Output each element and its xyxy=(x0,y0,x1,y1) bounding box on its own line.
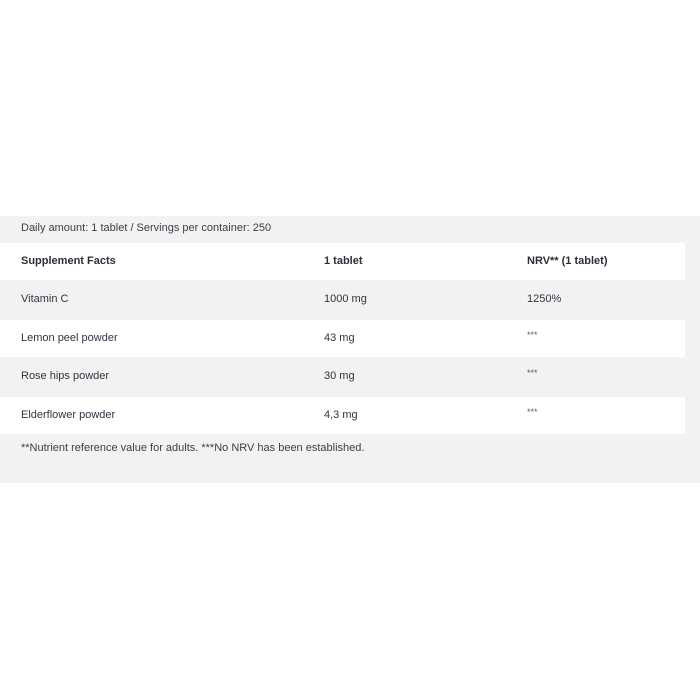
ingredient-name: Vitamin C xyxy=(21,293,69,305)
table-row xyxy=(0,320,685,357)
daily-amount-text: Daily amount: 1 tablet / Servings per container: 250 xyxy=(21,222,272,234)
table-row xyxy=(0,358,685,395)
footnote-text: **Nutrient reference value for adults. ***No NRV has been established. xyxy=(21,442,365,454)
header-amount: 1 tablet xyxy=(324,255,363,267)
ingredient-amount: 30 mg xyxy=(324,370,355,382)
ingredient-name: Lemon peel powder xyxy=(21,332,118,344)
ingredient-name: Elderflower powder xyxy=(21,409,116,421)
ingredient-amount: 4,3 mg xyxy=(324,409,358,421)
table-row xyxy=(0,397,685,434)
ingredient-name: Rose hips powder xyxy=(21,370,110,382)
table-header-row xyxy=(0,243,685,280)
header-nrv: NRV** (1 tablet) xyxy=(527,255,608,267)
header-supplement-facts: Supplement Facts xyxy=(21,255,116,267)
ingredient-nrv: *** xyxy=(527,330,538,340)
ingredient-nrv: *** xyxy=(527,407,538,417)
ingredient-amount: 1000 mg xyxy=(324,293,367,305)
ingredient-nrv: 1250% xyxy=(527,293,562,305)
table-row xyxy=(0,281,685,318)
ingredient-nrv: *** xyxy=(527,368,538,378)
supplement-facts-panel xyxy=(0,216,700,483)
ingredient-amount: 43 mg xyxy=(324,332,355,344)
